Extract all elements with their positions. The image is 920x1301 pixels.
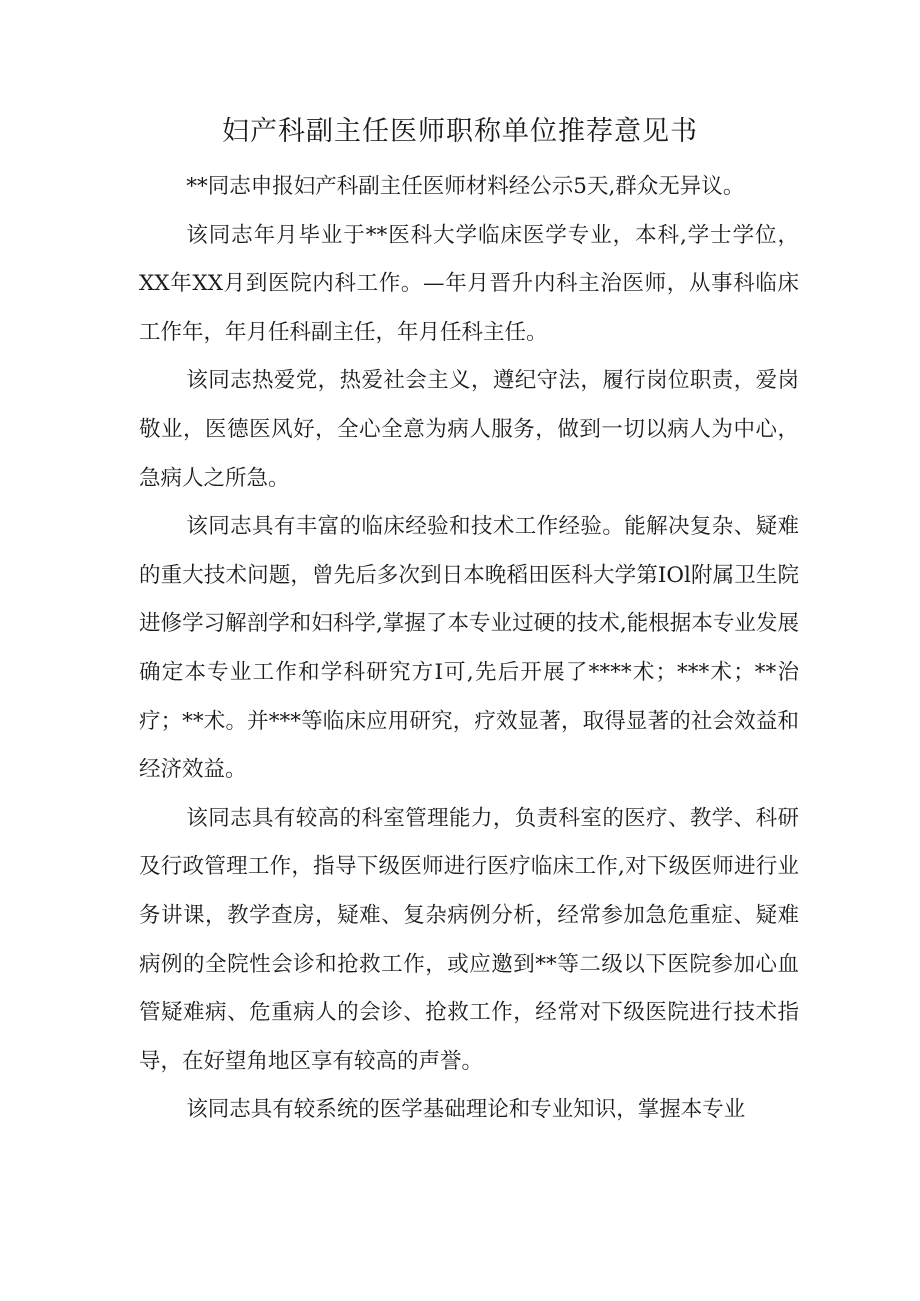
paragraph-education: 该同志年月毕业于**医科大学临床医学专业，本科,学士学位，XX年XX月到医院内科工作。—年月晋升内科主治医师，从事科临床工作年，年月任科副主任，年月任科主任。 — [139, 222, 799, 345]
paragraph-experience: 该同志具有丰富的临床经验和技术工作经验。能解决复杂、疑难的重大技术问题，曾先后多次到日本晚稻田医科大学第IOl附属卫生院进修学习解剖学和妇科学,掌握了本专业过硬的技术,能根据本专业发展确定本专业工作和学科研究方I可,先后开展了****术；***术；**治疗；**术。并***等临床应用研究，疗效显著，取得显著的社会效益和经济效益。 — [139, 514, 799, 783]
paragraph-management: 该同志具有较高的科室管理能力，负责科室的医疗、教学、科研及行政管理工作，指导下级医师进行医疗临床工作,对下级医师进行业务讲课，教学查房，疑难、复杂病例分析，经常参加急危重症、疑难病例的全院性会诊和抢救工作，或应邀到**等二级以下医院参加心血管疑难病、危重病人的会诊、抢救工作，经常对下级医院进行技术指导，在好望角地区享有较高的声誉。 — [139, 805, 799, 1074]
paragraph-announcement: **同志申报妇产科副主任医师材料经公示5天,群众无异议。 — [186, 174, 745, 199]
document-title: 妇产科副主任医师职称单位推荐意见书 — [222, 116, 698, 147]
document-body — [139, 163, 799, 1135]
paragraph-theory: 该同志具有较系统的医学基础理论和专业知识，掌握本专业 — [186, 1097, 746, 1123]
paragraph-ethics: 该同志热爱党，热爱社会主义，遵纪守法，履行岗位职责，爱岗敬业，医德医风好，全心全意为病人服务，做到一切以病人为中心，急病人之所急。 — [139, 368, 799, 491]
